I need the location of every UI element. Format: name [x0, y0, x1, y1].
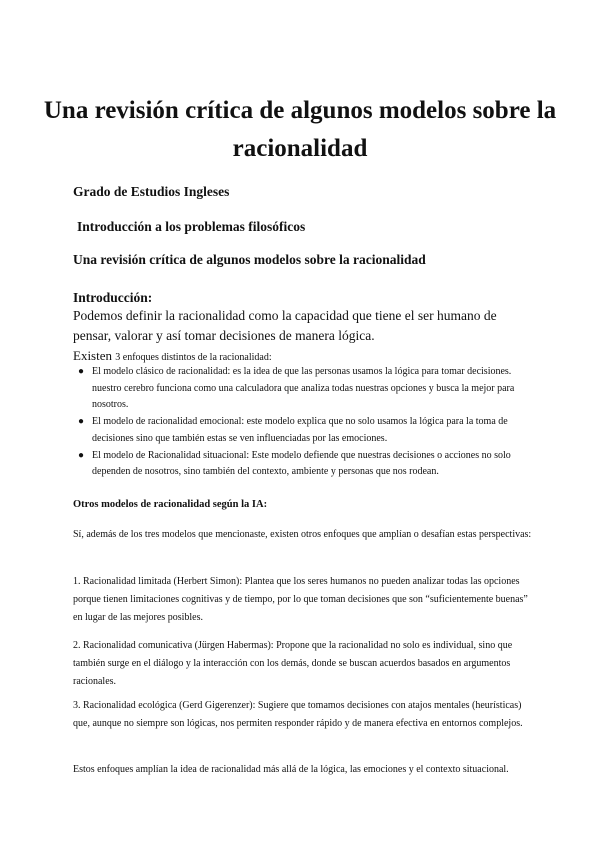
- document-title: Una revisión crítica de algunos modelos sobre la racionalidad: [43, 97, 557, 162]
- list-item-text: El modelo clásico de racionalidad: es la idea de que las personas usamos la lógica para tomar decisiones. nuestro cerebro funciona como una calculadora que analiza todas nuestras opciones y busca la mejor para nosotros.: [92, 366, 515, 411]
- model-paragraph-3: 3. Racionalidad ecológica (Gerd Gigerenzer): Sugiere que tomamos decisiones con atajos mentales (heurísticas) que, aunque no siempre son lógicas, nos permiten responder rápido y de manera efectiva en entornos complejos.: [73, 700, 523, 729]
- list-item-text: El modelo de Racionalidad situacional: Este modelo defiende que nuestras decisiones o acciones no solo dependen de nosotros, sino también del contexto, ambiente y personas que nos rodean.: [92, 449, 511, 478]
- approaches-text: 3 enfoques distintos de la racionalidad:: [115, 352, 272, 363]
- bullet-icon: ●: [78, 416, 85, 428]
- other-models-heading: Otros modelos de racionalidad según la IA:: [73, 499, 268, 510]
- approaches-list: [73, 364, 533, 481]
- degree-subtitle: Grado de Estudios Ingleses: [73, 184, 230, 199]
- approaches-line: [73, 348, 272, 364]
- bullet-icon: ●: [78, 366, 85, 377]
- model-paragraph-1: 1. Racionalidad limitada (Herbert Simon): Plantea que los seres humanos no pueden analizar todas las opciones porque tienen limitaciones cognitivas y de tiempo, por lo que toman decisiones que son “suficientemente buenas” en lugar de las mejores posibles.: [73, 576, 528, 623]
- conclusion-paragraph: Estos enfoques amplían la idea de racionalidad más allá de la lógica, las emociones y el contexto situacional.: [73, 764, 509, 775]
- intro-heading: Introducción:: [73, 290, 153, 305]
- list-item: [73, 414, 533, 447]
- bullet-icon: ●: [78, 449, 85, 461]
- list-item: [73, 448, 533, 481]
- model-paragraph-2: 2. Racionalidad comunicativa (Jürgen Habermas): Propone que la racionalidad no solo es individual, sino que también surge en el diálogo y la interacción con los demás, donde se buscan acuerdos basados en argumentos racionales.: [73, 640, 513, 687]
- list-item-text: El modelo de racionalidad emocional: este modelo explica que no solo usamos la lógica para la toma de decisiones sino que también estas se ven influenciadas por las emociones.: [92, 416, 508, 444]
- repeated-title-subtitle: Una revisión crítica de algunos modelos sobre la racionalidad: [73, 252, 426, 267]
- list-item: [73, 364, 533, 414]
- course-subtitle: Introducción a los problemas filosóficos: [77, 219, 306, 234]
- intro-paragraph: Podemos definir la racionalidad como la capacidad que tiene el ser humano de pensar, valorar y así tomar decisiones de manera lógica.: [73, 308, 497, 343]
- other-models-intro: Sí, además de los tres modelos que mencionaste, existen otros enfoques que amplían o desafían estas perspectivas:: [73, 529, 532, 540]
- approaches-word: Existen: [73, 348, 112, 363]
